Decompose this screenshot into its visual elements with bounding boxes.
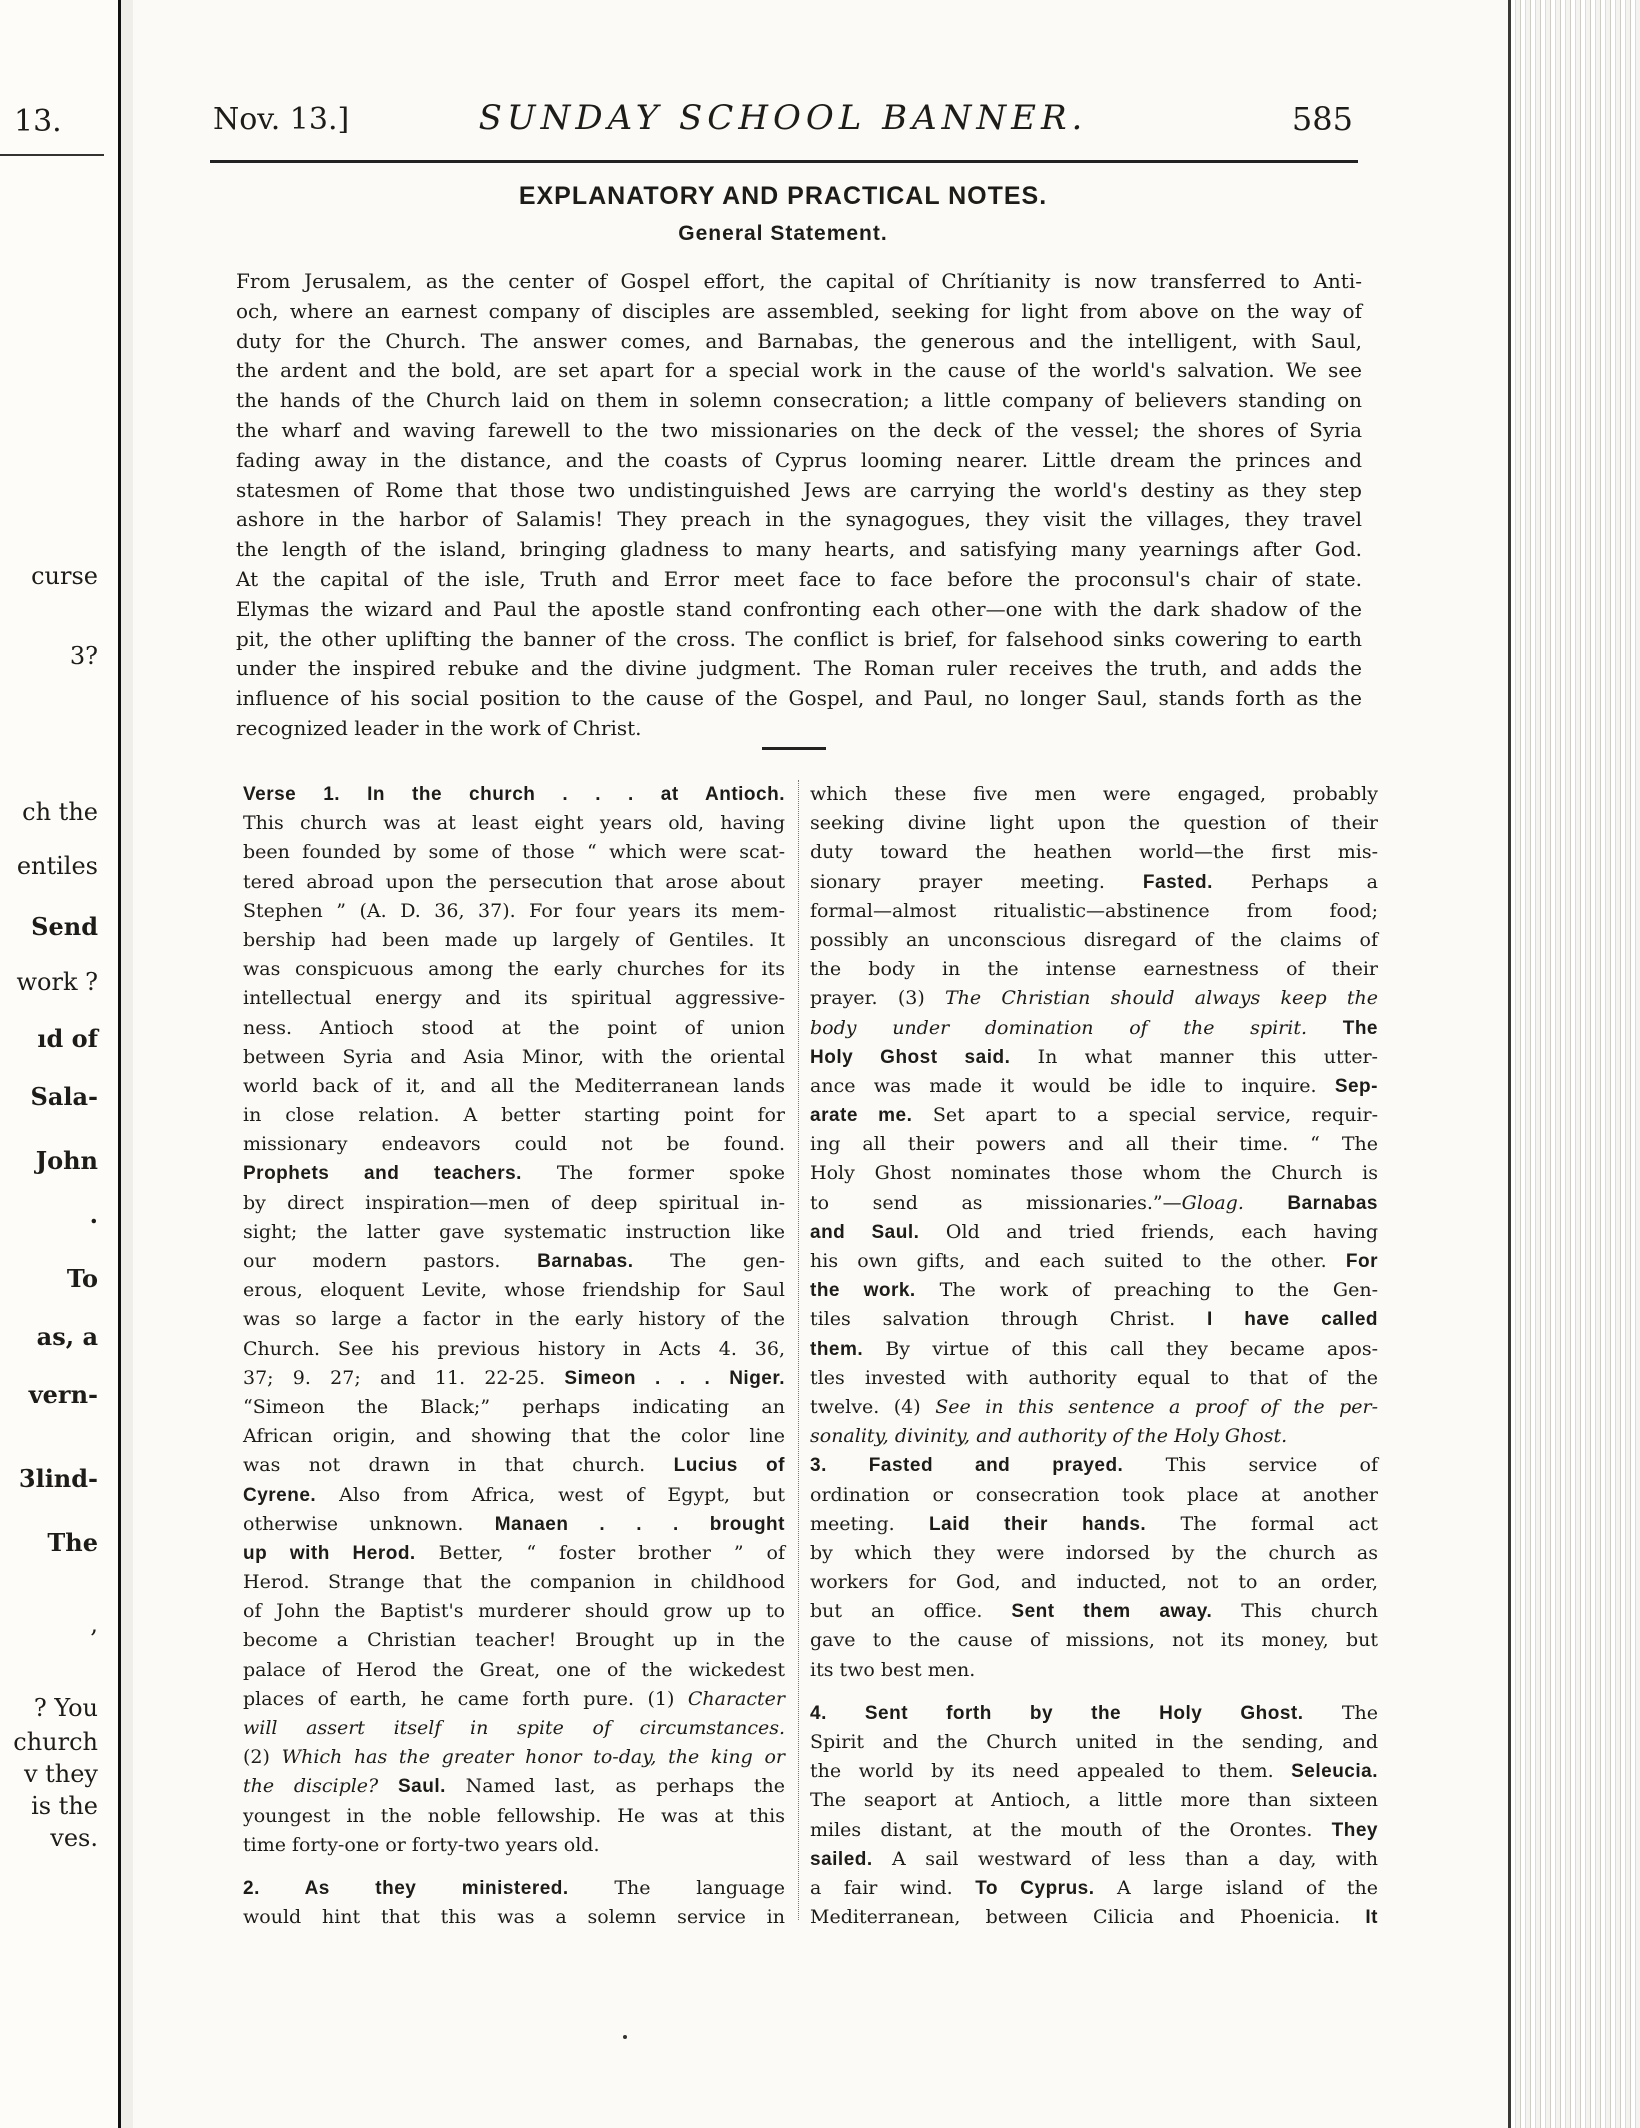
note-text: ordination or consecration took place at another [810, 1483, 1378, 1506]
facing-page-fragment: . [89, 1200, 98, 1229]
book-gutter [121, 0, 133, 2128]
note-emphasis: Character [687, 1687, 785, 1710]
note-text: miles distant, at the mouth of the Orontes. [810, 1818, 1332, 1841]
note-text: bership had been made up largely of Gentiles. It [243, 928, 785, 951]
facing-page-fragment: is the [31, 1792, 98, 1820]
running-header [213, 98, 1353, 158]
note-line [243, 809, 785, 838]
note-heading: arate me. [810, 1105, 913, 1127]
section-subtitle: General Statement. [678, 222, 888, 245]
note-text: This church [1212, 1600, 1378, 1623]
note-line [810, 838, 1378, 867]
facing-page-fragment: vern- [28, 1380, 98, 1409]
note-line [810, 868, 1378, 897]
note-heading: Sep- [1334, 1075, 1378, 1097]
statement-line: influence of his social position to the cause of the Gospel, and Paul, no longer Saul, stands forth as the [236, 686, 1362, 711]
note-heading: Cyrene. [243, 1484, 317, 1506]
note-text: This church was at least eight years old, having [243, 812, 785, 835]
note-line [243, 1831, 785, 1860]
note-heading: Sent them away. [1011, 1601, 1213, 1623]
facing-page-fragment: ? You [33, 1694, 98, 1722]
header-page-number: 585 [1291, 100, 1353, 138]
note-text: African origin, and showing that the color line [243, 1425, 785, 1448]
note-line [243, 1626, 785, 1655]
note-text: prayer. (3) [810, 987, 945, 1010]
note-heading: For [1345, 1251, 1378, 1272]
note-heading: the work. [810, 1280, 916, 1302]
note-line [810, 1510, 1378, 1539]
facing-page-fragment: Send [31, 912, 98, 941]
note-line [810, 1728, 1378, 1757]
note-line [810, 1451, 1378, 1480]
note-text: been founded by some of those “ which were scat- [243, 841, 785, 864]
note-text: Perhaps a [1212, 870, 1378, 893]
note-text: by which they were indorsed by the church as [810, 1541, 1378, 1564]
facing-page-fragment: entiles [16, 852, 98, 880]
note-text: which these five men were engaged, probably [810, 783, 1378, 805]
note-emphasis: body under domination of the spirit. [810, 1016, 1308, 1039]
note-text: The work of preaching to the Gen- [915, 1279, 1379, 1302]
note-text: seeking divine light upon the question of their [810, 812, 1378, 835]
note-heading: Lucius of [673, 1455, 785, 1477]
note-heading: Barnabas [1287, 1192, 1378, 1214]
note-heading: Manaen . . . brought [494, 1513, 785, 1535]
note-line [243, 1393, 785, 1422]
note-heading: Simeon . . . Niger. [564, 1367, 786, 1389]
note-heading: Barnabas. [537, 1251, 634, 1272]
note-text: formal—almost ritualistic—abstinence from food; [810, 899, 1378, 922]
note-line [243, 868, 785, 897]
note-text: The formal act [1146, 1512, 1378, 1535]
note-line [243, 838, 785, 867]
note-line [810, 897, 1378, 926]
note-heading: To Cyprus. [975, 1877, 1095, 1899]
note-line [243, 1072, 785, 1101]
note-text: the body in the intense earnestness of their [810, 958, 1378, 981]
note-text: Herod. Strange that the companion in childhood [243, 1571, 785, 1594]
note-line [810, 1218, 1378, 1247]
note-text: duty toward the heathen world—the first mis- [810, 841, 1378, 864]
note-line [243, 1451, 785, 1480]
facing-page-fragment: ch the [22, 798, 98, 826]
note-line [243, 1481, 785, 1510]
statement-line: the ardent and the bold, are set apart for a special work in the cause of the world's salvation. We see [236, 358, 1362, 383]
note-line [810, 1757, 1378, 1786]
note-line [810, 984, 1378, 1013]
note-line [243, 955, 785, 984]
note-text: This service of [1123, 1454, 1378, 1477]
facing-page-fragment: work ? [16, 968, 98, 996]
note-heading: up with Herod. [243, 1542, 416, 1564]
facing-page-fragment: John [35, 1146, 98, 1175]
note-line [810, 1874, 1378, 1903]
header-rule [210, 160, 1358, 163]
note-line [810, 1014, 1378, 1043]
note-heading: Saul. [398, 1776, 446, 1798]
note-line [810, 1276, 1378, 1305]
note-text: By virtue of this call they became apos- [863, 1337, 1378, 1360]
note-line [810, 1043, 1378, 1072]
note-text [1244, 1192, 1288, 1214]
facing-page-fragment: Sala- [30, 1082, 98, 1111]
statement-line: fading away in the distance, and the coasts of Cyprus looming nearer. Little dream the princes and [236, 447, 1362, 472]
note-line [243, 1874, 785, 1903]
note-line [810, 1903, 1378, 1932]
statement-line: under the inspired rebuke and the divine judgment. The Roman ruler receives the truth, and adds the [236, 656, 1362, 681]
note-line [243, 1101, 785, 1130]
note-text: otherwise unknown. [243, 1512, 495, 1535]
note-line [810, 809, 1378, 838]
note-heading: Verse 1. In the church . . . at Antioch. [243, 784, 785, 805]
note-heading: Laid their hands. [929, 1513, 1147, 1535]
note-text: of John the Baptist's murderer should grow up to [243, 1600, 785, 1623]
note-line [243, 897, 785, 926]
note-text: by direct inspiration—men of deep spiritual in- [243, 1191, 785, 1214]
note-line [243, 1364, 785, 1393]
note-text: twelve. (4) [810, 1395, 936, 1418]
facing-page-fragment: curse [31, 562, 98, 590]
note-text: ness. Antioch stood at the point of union [243, 1016, 785, 1039]
note-line [810, 1159, 1378, 1188]
note-text: ing all their powers and all their time. “ The [810, 1133, 1378, 1156]
note-text: his own gifts, and each suited to the other. [810, 1250, 1346, 1272]
notes-column-right [810, 780, 1378, 1932]
note-line [243, 1043, 785, 1072]
note-text: the world by its need appealed to them. [810, 1760, 1292, 1783]
note-text: Spirit and the Church united in the sending, and [810, 1731, 1378, 1753]
statement-line: ashore in the harbor of Salamis! They preach in the synagogues, they visit the villages, they travel [236, 507, 1362, 532]
note-text: The gen- [633, 1250, 785, 1272]
note-text: but an office. [810, 1600, 1012, 1623]
note-line [810, 1335, 1378, 1364]
note-line [810, 1364, 1378, 1393]
note-text: tered abroad upon the persecution that arose about [243, 870, 785, 893]
note-text: gave to the cause of missions, not its money, but [810, 1629, 1378, 1652]
note-text: The [1303, 1701, 1378, 1724]
note-text: Named last, as perhaps the [445, 1775, 785, 1798]
note-line [810, 1422, 1378, 1451]
note-text: time forty-one or forty-two years old. [243, 1833, 600, 1856]
note-line [243, 780, 785, 809]
note-text: was so large a factor in the early history of the [243, 1308, 785, 1331]
note-heading: Prophets and teachers. [243, 1163, 522, 1185]
note-heading: 3. Fasted and prayed. [810, 1455, 1124, 1477]
note-text: Old and tried friends, each having [919, 1220, 1378, 1243]
note-line [243, 1714, 785, 1743]
note-line [243, 1335, 785, 1364]
note-line [810, 1305, 1378, 1334]
statement-line: och, where an earnest company of disciples are assembled, seeking for light from above on the way of [236, 298, 1362, 323]
note-heading: I have called [1206, 1309, 1378, 1331]
note-emphasis: will assert itself in spite of circumstances. [243, 1717, 785, 1739]
print-speck [623, 2035, 627, 2039]
note-text [378, 1775, 398, 1797]
note-text: was conspicuous among the early churches for its [243, 958, 785, 981]
note-line [810, 1597, 1378, 1626]
header-title: SUNDAY SCHOOL BANNER. [478, 98, 1088, 138]
note-text: Set apart to a special service, requir- [912, 1104, 1378, 1127]
statement-line: duty for the Church. The answer comes, and Barnabas, the generous and the intelligent, with Saul, [236, 328, 1362, 353]
note-line [243, 1276, 785, 1305]
note-line [810, 1189, 1378, 1218]
note-line [810, 926, 1378, 955]
note-text: A sail westward of less than a day, with [872, 1847, 1378, 1870]
note-line [810, 955, 1378, 984]
section-title: EXPLANATORY AND PRACTICAL NOTES. [518, 182, 1048, 210]
note-text: sionary prayer meeting. [810, 870, 1143, 893]
note-emphasis: Gloag. [1181, 1191, 1244, 1214]
note-line [243, 1903, 785, 1932]
note-text: ance was made it would be idle to inquire. [810, 1074, 1335, 1097]
note-text: meeting. [810, 1512, 930, 1535]
note-line [243, 1510, 785, 1539]
note-emphasis: See in this sentence a proof of the per- [935, 1395, 1379, 1418]
statement-line: the hands of the Church laid on them in solemn consecration; a little company of believers standing on [236, 388, 1362, 413]
facing-page-number: 13. [14, 104, 62, 139]
note-text: become a Christian teacher! Brought up in the [243, 1629, 785, 1652]
note-heading: Seleucia. [1291, 1761, 1378, 1783]
note-line [243, 1539, 785, 1568]
facing-page-fragment: 3? [69, 642, 98, 670]
statement-line: statesmen of Rome that those two undistinguished Jews are carrying the world's destiny as they step [236, 477, 1362, 502]
note-text: between Syria and Asia Minor, with the oriental [243, 1045, 785, 1068]
note-emphasis: the disciple? [243, 1775, 379, 1798]
statement-line: recognized leader in the work of Christ. [236, 715, 642, 740]
note-text [1307, 1017, 1343, 1039]
note-text: Stephen ” (A. D. 36, 37). For four years its mem- [243, 899, 785, 922]
statement-line: At the capital of the isle, Truth and Error meet face to face before the proconsul's chair of state. [236, 566, 1362, 591]
note-line [810, 1393, 1378, 1422]
facing-page-fragment: v they [23, 1760, 98, 1788]
note-line [243, 1597, 785, 1626]
note-line [243, 1159, 785, 1188]
note-text: Church. See his previous history in Acts 4. 36, [243, 1337, 785, 1360]
facing-page-fragment: ıd of [37, 1024, 98, 1053]
note-line [810, 1786, 1378, 1815]
note-heading: They [1331, 1819, 1378, 1841]
note-line [243, 1247, 785, 1276]
note-text: would hint that this was a solemn service in [243, 1906, 785, 1929]
note-text: The former spoke [521, 1162, 786, 1185]
note-heading: 4. Sent forth by the Holy Ghost. [810, 1702, 1304, 1724]
note-text: tles invested with authority equal to that of the [810, 1366, 1378, 1389]
note-text: intellectual energy and its spiritual aggressive- [243, 987, 785, 1010]
note-line [243, 1802, 785, 1831]
page-block-edge [1508, 0, 1640, 2128]
statement-line: From Jerusalem, as the center of Gospel effort, the capital of Chrı́tianity is now transferred to Anti- [236, 269, 1362, 293]
note-line [810, 1568, 1378, 1597]
note-heading: sailed. [810, 1848, 873, 1870]
note-line [243, 1130, 785, 1159]
note-line [243, 984, 785, 1013]
note-emphasis: The Christian should always keep the [945, 987, 1379, 1010]
note-line [243, 1305, 785, 1334]
note-line [810, 1699, 1378, 1728]
note-text: erous, eloquent Levite, whose friendship for Saul [243, 1279, 785, 1302]
note-text: to send as missionaries.”— [810, 1191, 1182, 1214]
note-line [810, 1101, 1378, 1130]
section-separator [762, 747, 826, 750]
note-line [810, 1816, 1378, 1845]
note-text: was not drawn in that church. [243, 1454, 674, 1477]
note-line [243, 1218, 785, 1247]
note-line [810, 1481, 1378, 1510]
note-text: our modern pastors. [243, 1250, 538, 1272]
note-text: palace of Herod the Great, one of the wickedest [243, 1658, 785, 1681]
note-text: Mediterranean, between Cilicia and Phoenicia. [810, 1906, 1366, 1929]
note-heading: them. [810, 1338, 864, 1360]
note-text: a fair wind. [810, 1876, 976, 1899]
note-emphasis: Which has the greater honor to-day, the king or [281, 1746, 786, 1769]
note-text: in close relation. A better starting point for [243, 1104, 785, 1127]
note-line [243, 1568, 785, 1597]
note-text: The seaport at Antioch, a little more than sixteen [810, 1789, 1378, 1812]
statement-line: pit, the other uplifting the banner of the cross. The conflict is brief, for falsehood sinks cowering to earth [236, 626, 1362, 651]
facing-page-header-rule [0, 154, 104, 156]
note-line [810, 1130, 1378, 1159]
note-line [810, 1656, 1378, 1685]
column-divider [798, 780, 799, 1920]
note-heading: It [1365, 1907, 1378, 1929]
note-heading: The [1342, 1017, 1378, 1039]
note-line [243, 1685, 785, 1714]
note-line [810, 1626, 1378, 1655]
facing-page-fragment: as, a [36, 1322, 98, 1351]
facing-page-fragment: To [66, 1264, 98, 1293]
note-heading: Fasted. [1142, 871, 1213, 893]
note-text: In what manner this utter- [1010, 1045, 1378, 1068]
note-line [810, 1845, 1378, 1874]
facing-page-fragment: 3lind- [18, 1464, 98, 1493]
facing-page-fragment: church [13, 1728, 98, 1756]
statement-line: Elymas the wizard and Paul the apostle stand confronting each other—one with the dark shadow of the [236, 596, 1362, 621]
note-line [243, 1189, 785, 1218]
note-line [810, 1247, 1378, 1276]
statement-line: the length of the island, bringing gladness to many hearts, and satisfying many yearnings after God. [236, 537, 1362, 562]
notes-column-left [243, 780, 785, 1932]
note-text: sight; the latter gave systematic instruction like [243, 1220, 785, 1243]
note-text: “Simeon the Black;” perhaps indicating an [243, 1395, 785, 1418]
note-line [243, 1743, 785, 1772]
note-text: world back of it, and all the Mediterranean lands [243, 1074, 785, 1097]
facing-page-fragment: ves. [50, 1824, 98, 1852]
note-text: (2) [243, 1746, 282, 1769]
general-statement [236, 267, 1362, 744]
note-line [810, 780, 1378, 809]
note-text: The language [568, 1876, 785, 1899]
note-text: missionary endeavors could not be found. [243, 1133, 785, 1156]
header-date: Nov. 13.] [213, 102, 350, 137]
note-heading: Holy Ghost said. [810, 1046, 1011, 1068]
note-line [243, 1772, 785, 1801]
note-text: 37; 9. 27; and 11. 22-25. [243, 1366, 565, 1389]
note-emphasis: sonality, divinity, and authority of the Holy Ghost. [810, 1425, 1288, 1448]
note-heading: 2. As they ministered. [243, 1877, 569, 1899]
note-text: its two best men. [810, 1658, 976, 1681]
facing-page-fragment: The [47, 1528, 98, 1557]
note-line [243, 1014, 785, 1043]
note-line [243, 1422, 785, 1451]
note-text: places of earth, he came forth pure. (1) [243, 1687, 688, 1710]
note-text: tiles salvation through Christ. [810, 1308, 1207, 1331]
facing-page-margin [0, 0, 121, 2128]
facing-page-fragment: , [90, 1610, 98, 1638]
note-text: Better, “ foster brother ” of [415, 1541, 785, 1564]
note-line [810, 1539, 1378, 1568]
note-line [243, 1656, 785, 1685]
note-text: A large island of the [1094, 1876, 1379, 1899]
note-line [810, 1072, 1378, 1101]
note-text: workers for God, and inducted, not to an order, [810, 1571, 1378, 1594]
note-text: Holy Ghost nominates those whom the Church is [810, 1162, 1378, 1185]
note-heading: and Saul. [810, 1221, 920, 1243]
note-text: youngest in the noble fellowship. He was at this [243, 1804, 785, 1827]
note-text: possibly an unconscious disregard of the claims of [810, 928, 1378, 951]
statement-line: the wharf and waving farewell to the two missionaries on the deck of the vessel; the shores of Syria [236, 417, 1362, 442]
note-text: Also from Africa, west of Egypt, but [316, 1483, 785, 1506]
note-line [243, 926, 785, 955]
